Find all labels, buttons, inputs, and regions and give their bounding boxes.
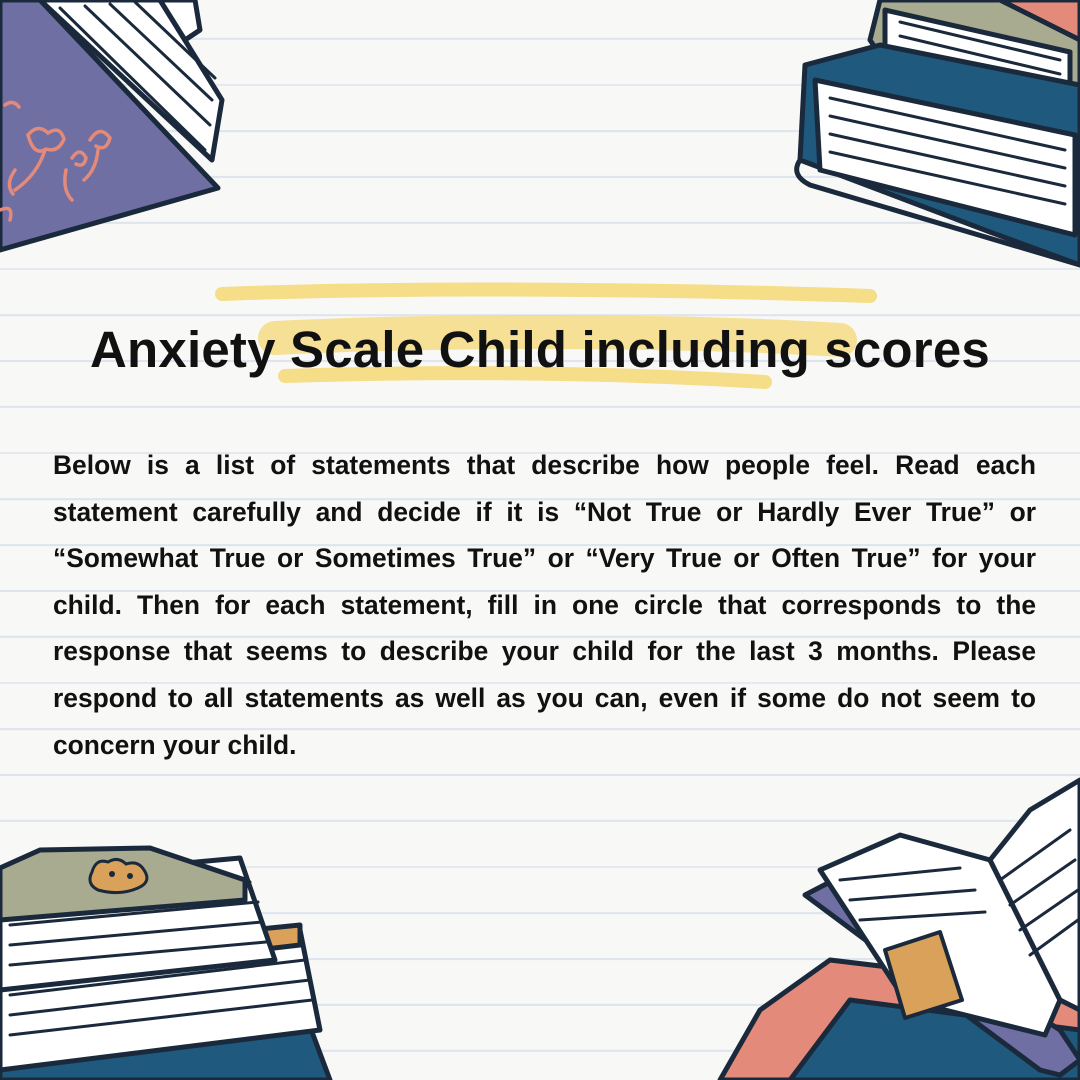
page-title: Anxiety Scale Child including scores xyxy=(90,321,990,378)
title-block xyxy=(0,280,1080,400)
instructions-paragraph: Below is a list of statements that describe how people feel. Read each statement carefully and decide if it is “Not True or Hardly Ever True” or “Somewhat True or Sometimes True” or “Very True or Often True” for your child. Then for each statement, fill in one circle that corresponds to the response that seems to describe your child for the last 3 months. Please respond to all statements as well as you can, even if some do not seem to concern your child. xyxy=(53,450,1036,760)
